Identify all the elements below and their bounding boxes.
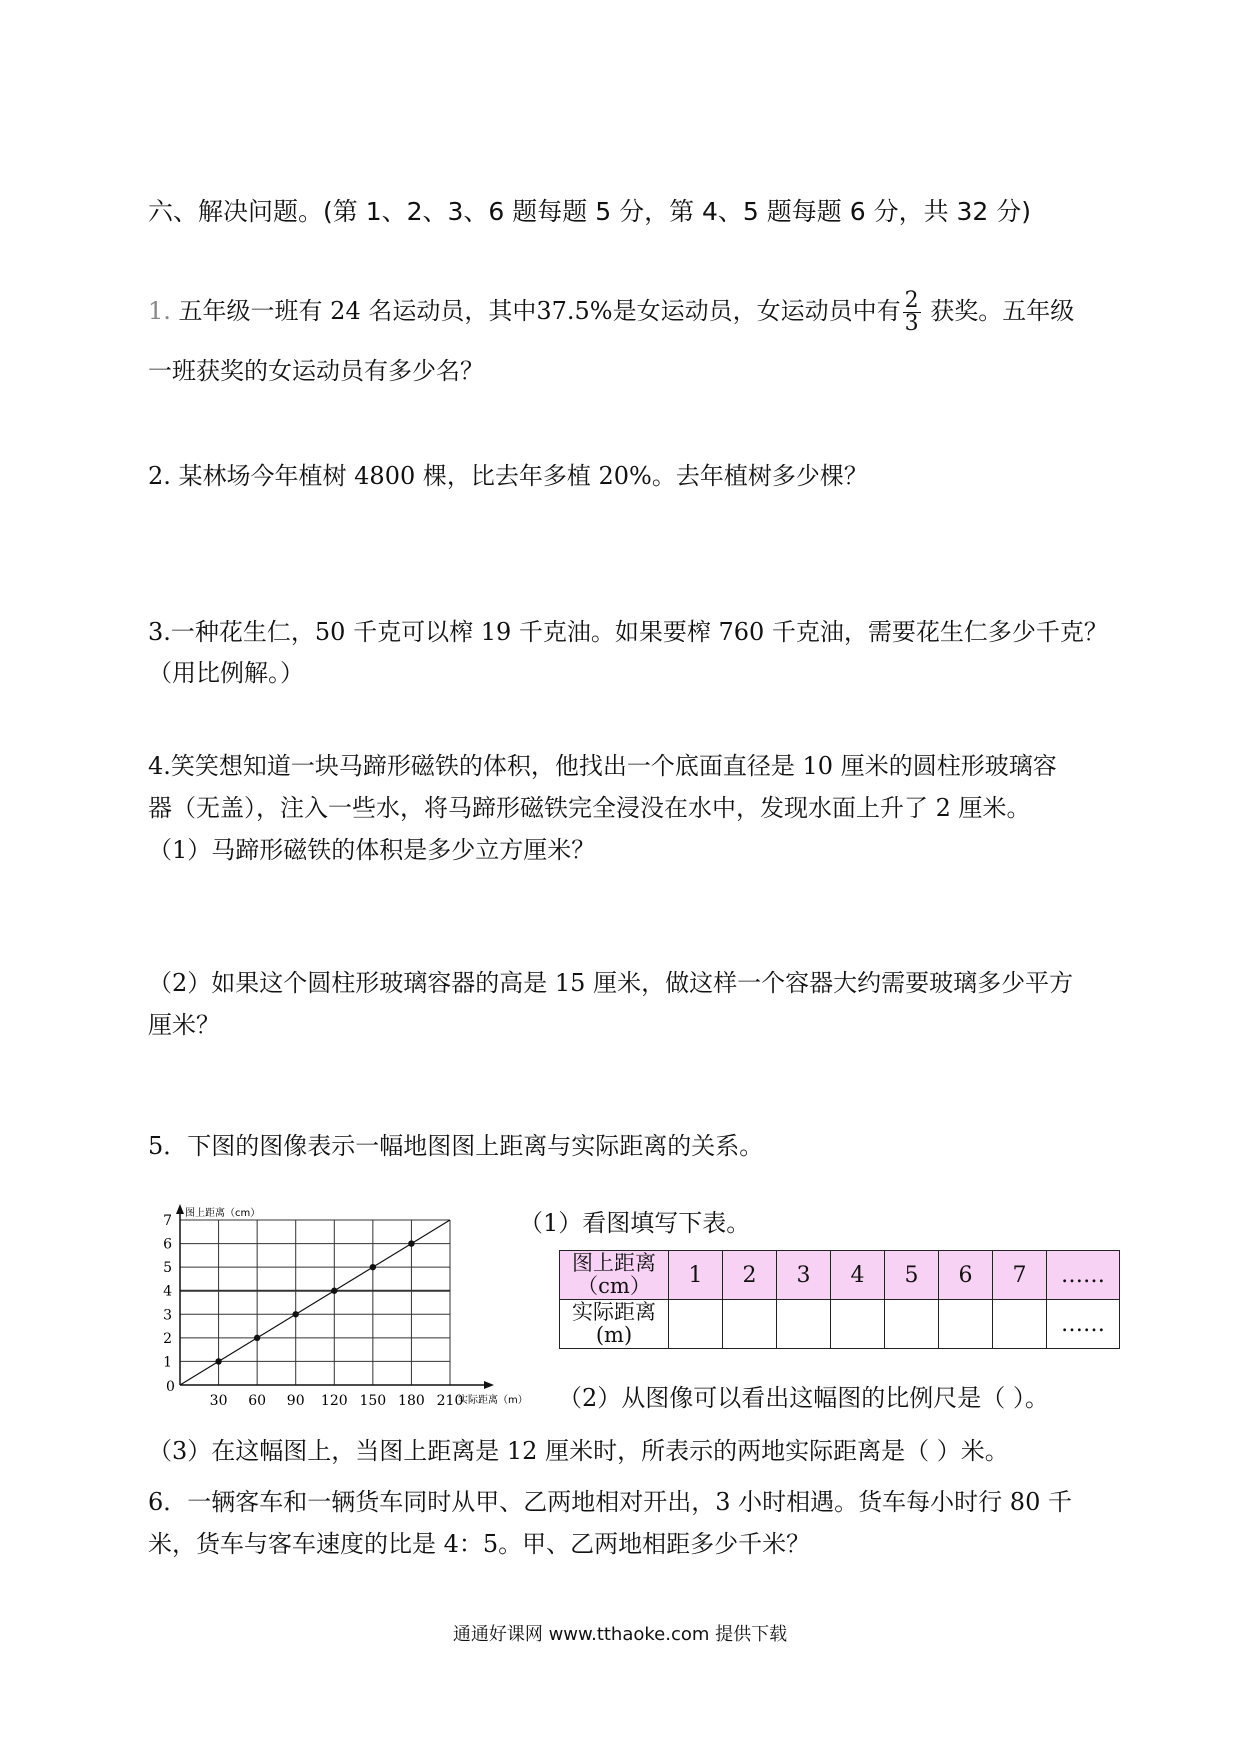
- table-cell-blank[interactable]: [993, 1300, 1047, 1349]
- question-4-sub-1: （1）马蹄形磁铁的体积是多少立方厘米？: [148, 836, 596, 864]
- x-tick-labels: [210, 1393, 464, 1409]
- question-5-sub-2: （2）从图像可以看出这幅图的比例尺是（ ）。: [558, 1384, 1049, 1412]
- fraction-two-thirds: [903, 290, 921, 335]
- data-point: [293, 1311, 299, 1317]
- distance-chart: [140, 1200, 550, 1410]
- x-tick-label: 30: [209, 1393, 228, 1409]
- table-row-actual-distance: [560, 1300, 1120, 1349]
- data-point: [370, 1264, 376, 1270]
- x-axis-label: 实际距离（m）: [458, 1395, 528, 1406]
- table-cell-blank[interactable]: [939, 1300, 993, 1349]
- data-point: [254, 1335, 260, 1341]
- question-6-line-2: 米，货车与客车速度的比是 4：5。甲、乙两地相距多少千米？: [148, 1530, 811, 1558]
- data-point: [408, 1240, 414, 1246]
- table-head-map-distance: 图上距离（cm）: [560, 1251, 669, 1300]
- question-4-line-2: 器（无盖），注入一些水，将马蹄形磁铁完全浸没在水中，发现水面上升了 2 厘米。: [148, 794, 1031, 822]
- table-cell: 2: [723, 1251, 777, 1300]
- y-tick-label: 6: [163, 1236, 172, 1253]
- fraction-denominator: 3: [904, 311, 919, 336]
- question-5-sub-1: （1）看图填写下表。: [519, 1209, 751, 1237]
- x-tick-label: 60: [248, 1393, 267, 1409]
- x-tick-label: 90: [286, 1393, 305, 1409]
- page-footer: 通通好课网 www.tthaoke.com 提供下载: [452, 1624, 788, 1645]
- distance-table: [559, 1250, 1120, 1349]
- x-tick-label: 180: [398, 1393, 425, 1409]
- question-4-sub-2b: 厘米？: [148, 1011, 220, 1039]
- x-axis-arrow: [484, 1381, 494, 1389]
- question-6-line-1: 6．一辆客车和一辆货车同时从甲、乙两地相对开出，3 小时相遇。货车每小时行 80 千: [148, 1488, 1072, 1516]
- y-tick-label: 4: [163, 1283, 172, 1300]
- table-cell-blank[interactable]: [669, 1300, 723, 1349]
- table-cell-blank[interactable]: [885, 1300, 939, 1349]
- data-point: [331, 1288, 337, 1294]
- table-cell: 7: [993, 1251, 1047, 1300]
- question-1-text-b: 获奖。五年级: [930, 297, 1075, 325]
- y-axis-arrow: [176, 1204, 184, 1214]
- table-cell-blank[interactable]: [777, 1300, 831, 1349]
- table-head-actual-distance: 实际距离(m): [560, 1300, 669, 1349]
- table-cell: 5: [885, 1251, 939, 1300]
- y-tick-label: 1: [163, 1354, 172, 1371]
- y-tick-label: 7: [163, 1213, 172, 1229]
- table-cell-ellipsis: ……: [1047, 1251, 1120, 1300]
- x-tick-label: 150: [359, 1393, 387, 1409]
- question-4-sub-2a: （2）如果这个圆柱形玻璃容器的高是 15 厘米，做这样一个容器大约需要玻璃多少平方: [148, 969, 1074, 997]
- table-cell-blank[interactable]: [831, 1300, 885, 1349]
- table-cell-ellipsis: ……: [1047, 1300, 1120, 1349]
- question-5-intro: 5．下图的图像表示一幅地图图上距离与实际距离的关系。: [148, 1132, 764, 1160]
- x-tick-label: 120: [320, 1393, 348, 1409]
- question-1-line-2: 一班获奖的女运动员有多少名？: [148, 357, 484, 385]
- x-tick-label: 210: [436, 1393, 464, 1409]
- origin-label: 0: [166, 1379, 175, 1395]
- fraction-numerator: 2: [904, 288, 919, 313]
- y-axis-label: 图上距离（cm）: [185, 1208, 261, 1219]
- question-1-number: 1.: [148, 297, 171, 325]
- table-cell: 3: [777, 1251, 831, 1300]
- question-5-sub-3: （3）在这幅图上，当图上距离是 12 厘米时，所表示的两地实际距离是（ ）米。: [148, 1437, 1009, 1465]
- question-3-line-2: （用比例解。）: [148, 659, 304, 687]
- y-tick-label: 3: [163, 1307, 172, 1324]
- y-tick-label: 5: [163, 1260, 172, 1277]
- table-cell-blank[interactable]: [723, 1300, 777, 1349]
- y-tick-labels: [163, 1213, 172, 1370]
- table-cell: 6: [939, 1251, 993, 1300]
- table-row-map-distance: [560, 1251, 1120, 1300]
- question-1-line-1: [148, 290, 1074, 335]
- question-1-text-a: 五年级一班有 24 名运动员，其中37.5%是女运动员，女运动员中有: [178, 297, 901, 325]
- table-cell: 4: [831, 1251, 885, 1300]
- question-4-line-1: 4.笑笑想知道一块马蹄形磁铁的体积，他找出一个底面直径是 10 厘米的圆柱形玻璃容: [148, 752, 1057, 780]
- table-cell: 1: [669, 1251, 723, 1300]
- data-point: [215, 1358, 221, 1364]
- question-2: 2. 某林场今年植树 4800 棵，比去年多植 20%。去年植树多少棵？: [148, 462, 868, 490]
- question-3-line-1: 3.一种花生仁，50 千克可以榨 19 千克油。如果要榨 760 千克油，需要花生仁多少千克？: [148, 618, 1108, 646]
- section-heading: 六、解决问题。(第 1、2、3、6 题每题 5 分，第 4、5 题每题 6 分，共 32 分): [148, 197, 1032, 226]
- y-tick-label: 2: [163, 1330, 172, 1347]
